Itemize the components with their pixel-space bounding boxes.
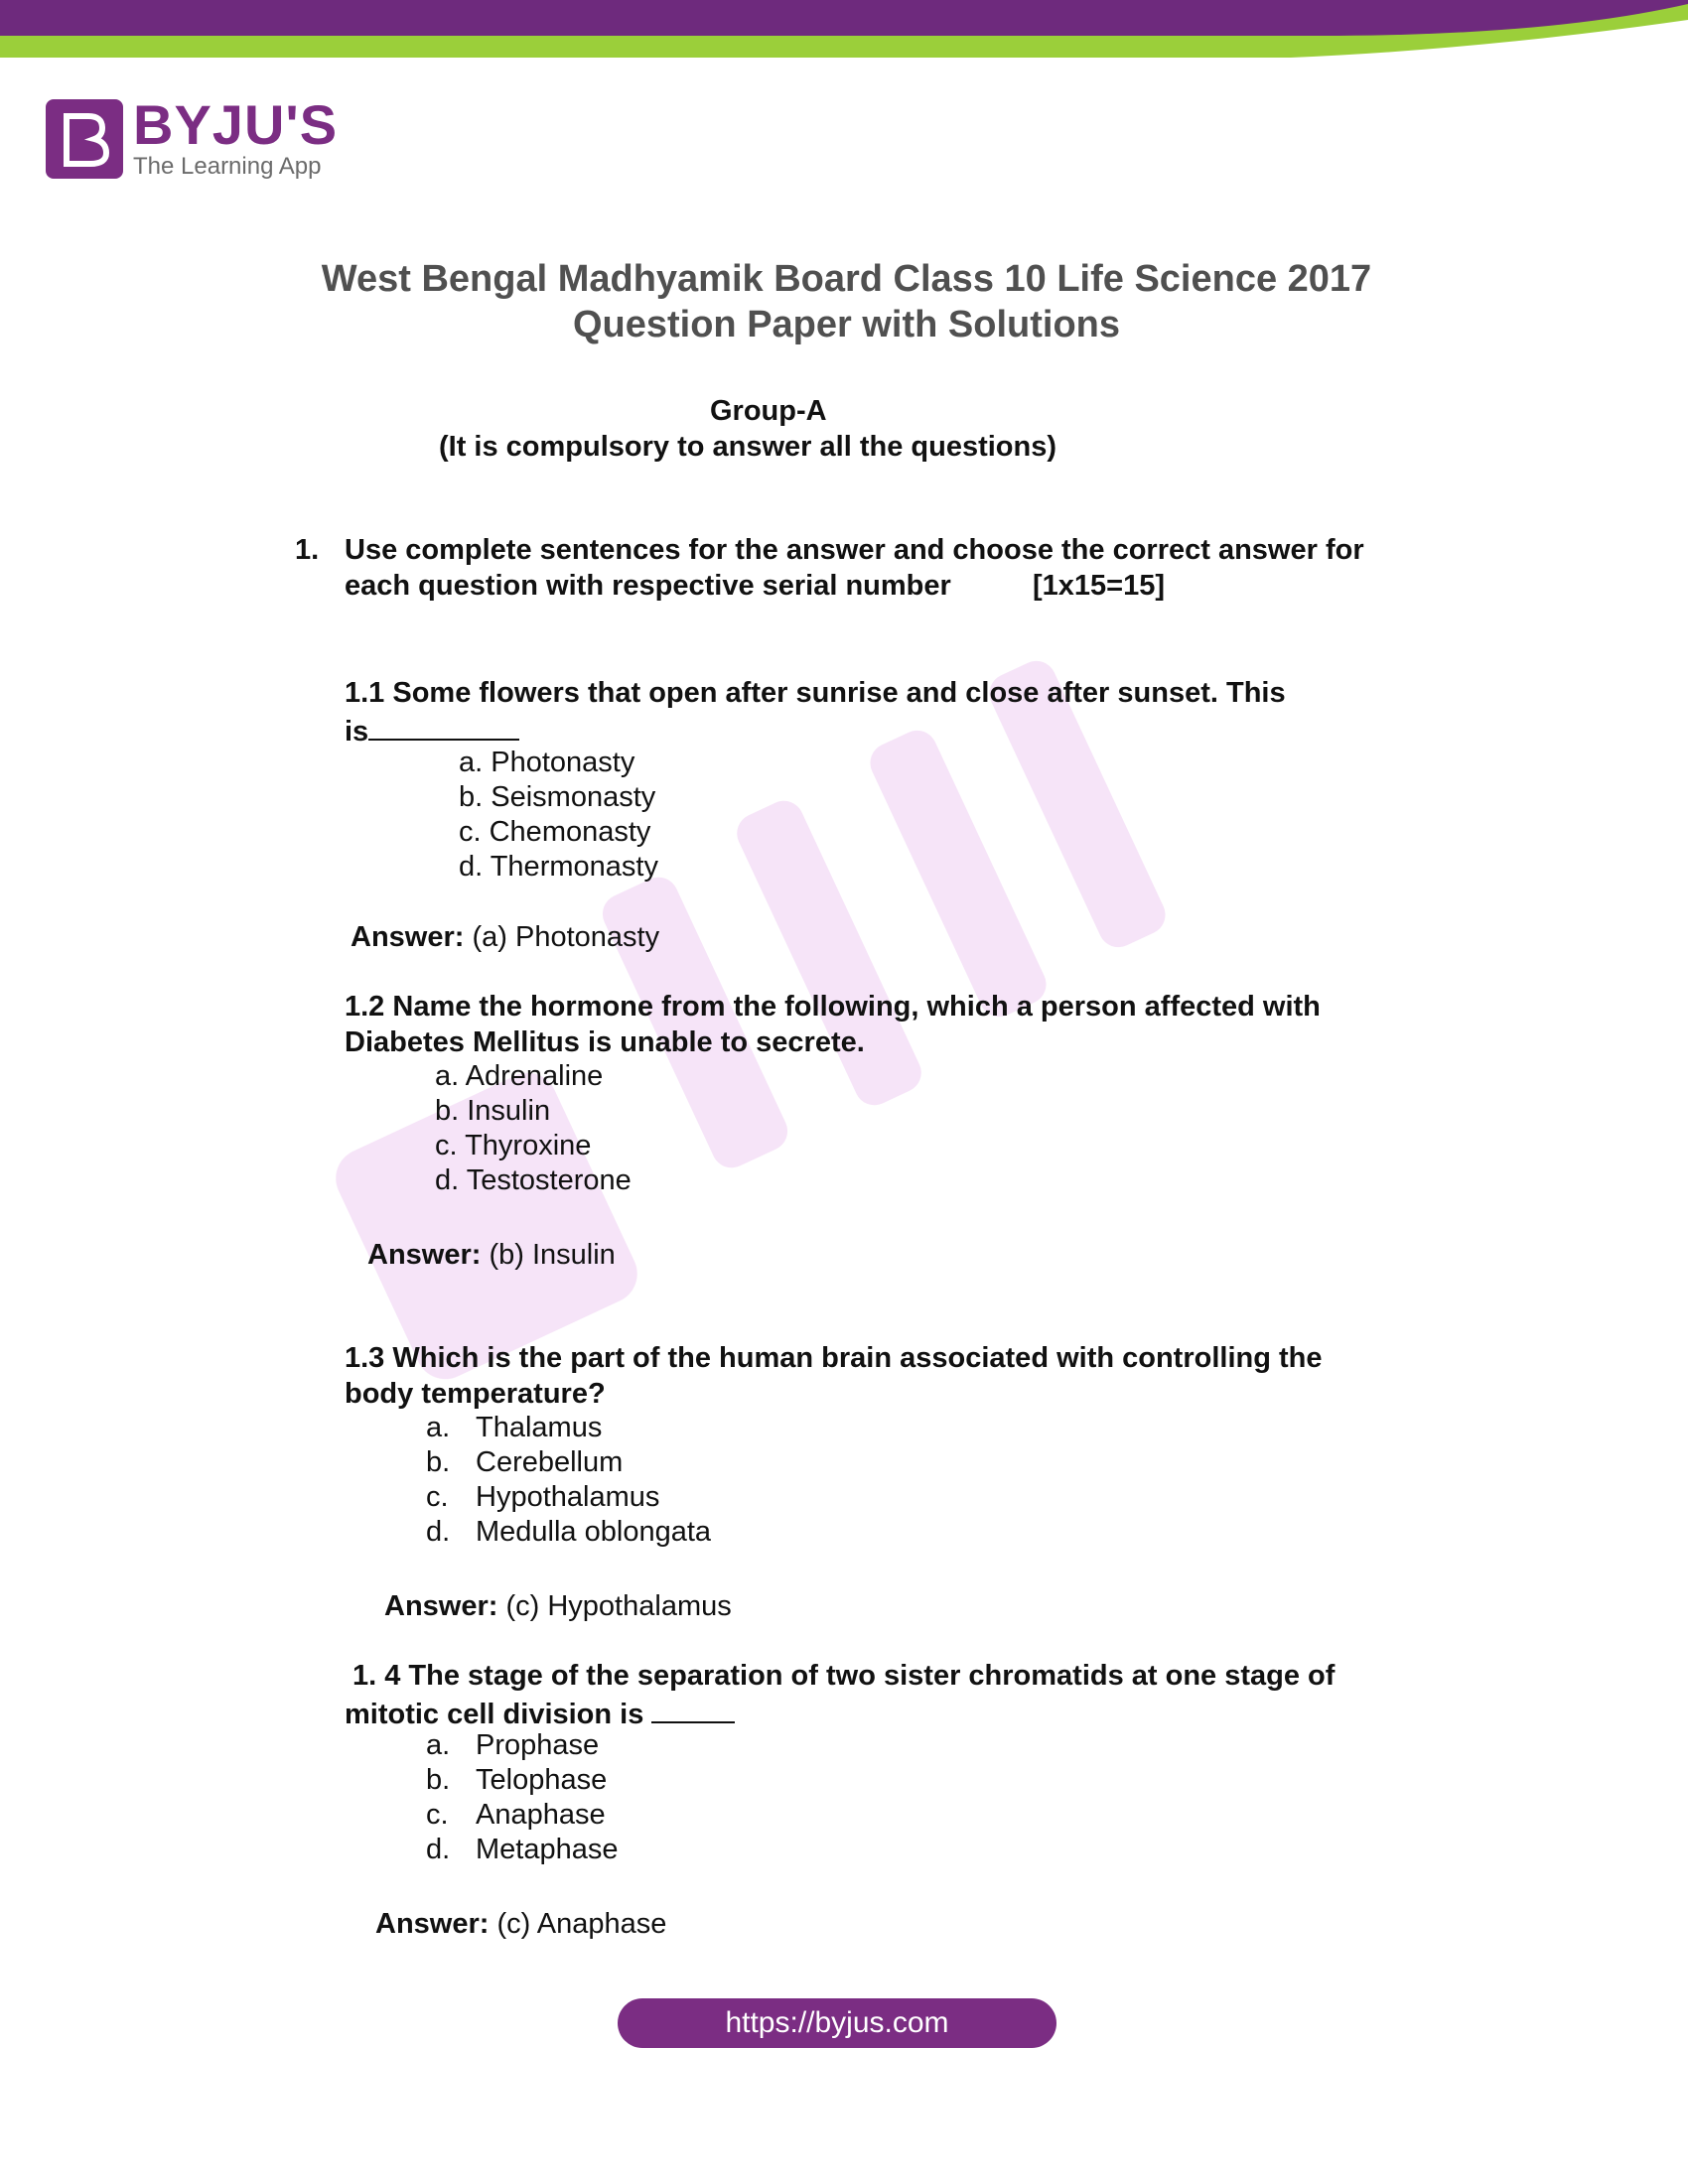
option-d: d. Testosterone <box>435 1164 632 1196</box>
logo-b-icon <box>46 99 123 179</box>
question-1-4-line-2: mitotic cell division is <box>345 1694 1447 1732</box>
answer-1-4: Answer: (c) Anaphase <box>375 1908 667 1940</box>
answer-blank <box>368 711 519 741</box>
option-d: d. Metaphase <box>426 1834 619 1865</box>
answer-blank <box>651 1694 735 1723</box>
group-heading: Group-A <box>710 395 827 427</box>
option-c: c. Chemonasty <box>459 816 651 848</box>
header-color-bar <box>0 0 1688 60</box>
answer-1-1: Answer: (a) Photonasty <box>351 921 660 953</box>
footer-url-link[interactable]: https://byjus.com <box>618 1998 1056 2048</box>
option-c: c. Anaphase <box>426 1799 606 1831</box>
answer-1-2: Answer: (b) Insulin <box>367 1239 616 1271</box>
option-b: b. Insulin <box>435 1095 551 1127</box>
question-1-3-line-2: body temperature? <box>345 1378 606 1410</box>
question-1-3-line-1: 1.3 Which is the part of the human brain associated with controlling the <box>345 1342 1323 1374</box>
option-a: a. Adrenaline <box>435 1060 604 1092</box>
question-1-4-line-1: 1. 4 The stage of the separation of two sister chromatids at one stage of <box>352 1660 1336 1692</box>
option-b: b. Seismonasty <box>459 781 656 813</box>
answer-1-3: Answer: (c) Hypothalamus <box>384 1590 732 1622</box>
question-1-1-line-1: 1.1 Some flowers that open after sunrise and close after sunset. This <box>345 677 1286 709</box>
question-1-2-line-1: 1.2 Name the hormone from the following, which a person affected with <box>345 991 1321 1023</box>
section-number: 1. <box>295 534 320 566</box>
question-1-2-line-2: Diabetes Mellitus is unable to secrete. <box>345 1026 865 1058</box>
option-c: c. Thyroxine <box>435 1130 592 1161</box>
logo-tagline: The Learning App <box>133 153 322 180</box>
section-text-line-1: Use complete sentences for the answer and choose the correct answer for <box>345 534 1364 566</box>
section-marks: [1x15=15] <box>1033 570 1166 602</box>
byjus-logo <box>46 93 339 181</box>
option-a: a. Prophase <box>426 1729 600 1761</box>
question-1-1-line-2: is <box>345 711 1447 750</box>
section-text-line-2: each question with respective serial number <box>345 570 951 602</box>
option-a: a. Thalamus <box>426 1412 603 1443</box>
logo-brand-name: BYJU'S <box>133 93 339 156</box>
group-instruction: (It is compulsory to answer all the questions) <box>439 431 1056 463</box>
option-d: d. Medulla oblongata <box>426 1516 712 1548</box>
option-b: b. Telophase <box>426 1764 608 1796</box>
option-c: c. Hypothalamus <box>426 1481 660 1513</box>
document-title-line-2: Question Paper with Solutions <box>572 304 1121 345</box>
option-d: d. Thermonasty <box>459 851 658 883</box>
option-a: a. Photonasty <box>459 747 635 778</box>
option-b: b. Cerebellum <box>426 1446 624 1478</box>
document-title-line-1: West Bengal Madhyamik Board Class 10 Life Science 2017 <box>321 258 1372 300</box>
